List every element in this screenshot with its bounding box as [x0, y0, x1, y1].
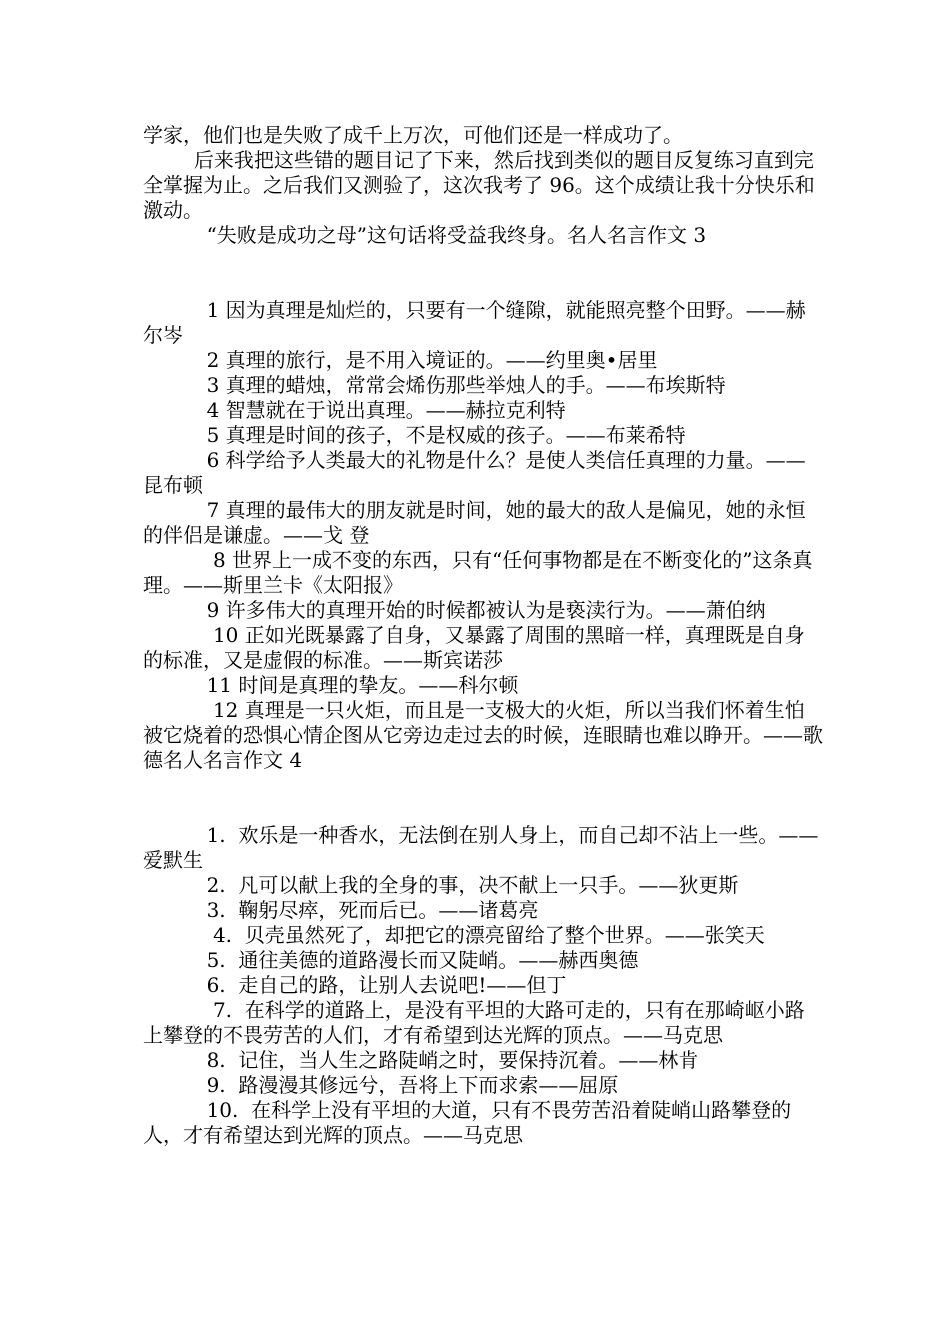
blank-gap: [143, 773, 823, 823]
section-heading-line: “失败是成功之母”这句话将受益我终身。名人名言作文 3: [143, 223, 707, 247]
quote-item: 4 智慧就在于说出真理。——赫拉克利特: [143, 398, 566, 422]
quote-item: 3 真理的蜡烛，常常会烯伤那些举烛人的手。——布埃斯特: [143, 373, 726, 397]
quote-item: 6. 走自己的路，让别人去说吧!——但丁: [143, 973, 567, 997]
quote-item: 5 真理是时间的孩子，不是权威的孩子。——布莱希特: [143, 423, 686, 447]
blank-gap: [143, 248, 823, 298]
quote-item: 5. 通往美德的道路漫长而又陡峭。——赫西奥德: [143, 948, 639, 972]
quote-item: 3. 鞠躬尽瘁，死而后已。——诸葛亮: [143, 898, 539, 922]
quote-item: 10. 在科学上没有平坦的大道，只有不畏劳苦沿着陡峭山路攀登的人，才有希望达到光辉的顶点。——马克思: [143, 1098, 792, 1147]
quote-item: 7. 在科学的道路上，是没有平坦的大路可走的，只有在那崎岖小路上攀登的不畏劳苦的人们，才有希望到达光辉的顶点。——马克思: [143, 998, 805, 1047]
quote-item: 1 因为真理是灿烂的，只要有一个缝隙，就能照亮整个田野。——赫尔岑: [143, 298, 806, 347]
quote-item: 2. 凡可以献上我的全身的事，决不献上一只手。——狄更斯: [143, 873, 739, 897]
paragraph: 学家，他们也是失败了成千上万次，可他们还是一样成功了。: [143, 123, 683, 147]
quote-item: 11 时间是真理的挚友。——科尔顿: [143, 673, 519, 697]
quote-item: 1. 欢乐是一种香水，无法倒在别人身上，而自己却不沾上一些。——爱默生: [143, 823, 819, 872]
quote-item: 2 真理的旅行，是不用入境证的。——约里奥•居里: [143, 348, 658, 372]
quote-item: 9. 路漫漫其修远兮，吾将上下而求索——屈原: [143, 1073, 619, 1097]
paragraph: 后来我把这些错的题目记了下来，然后找到类似的题目反复练习直到完全掌握为止。之后我们又测验了，这次我考了 96。这个成绩让我十分快乐和激动。: [143, 148, 815, 222]
quote-item: 7 真理的最伟大的朋友就是时间，她的最大的敌人是偏见，她的永恒的伴侣是谦虚。——戈 登: [143, 498, 806, 547]
quote-item: 10 正如光既暴露了自身，又暴露了周围的黑暗一样，真理既是自身的标准，又是虚假的标准。——斯宾诺莎: [143, 623, 805, 672]
quote-item: 4. 贝壳虽然死了，却把它的漂亮留给了整个世界。——张笑天: [143, 923, 765, 947]
document-body: [143, 123, 830, 1148]
quote-item: 8. 记住，当人生之路陡峭之时，要保持沉着。——林肯: [143, 1048, 699, 1072]
quote-item: 8 世界上一成不变的东西，只有“任何事物都是在不断变化的”这条真理。——斯里兰卡《太阳报》: [143, 548, 813, 597]
quote-item: 12 真理是一只火炬，而且是一支极大的火炬，所以当我们怀着生怕被它烧着的恐惧心情企图从它旁边走过去的时候，连眼睛也难以睁开。——歌 德名人名言作文 4: [143, 698, 830, 772]
quote-item: 9 许多伟大的真理开始的时候都被认为是亵渎行为。——萧伯纳: [143, 598, 766, 622]
quote-item: 6 科学给予人类最大的礼物是什么？是使人类信任真理的力量。——昆布顿: [143, 448, 806, 497]
